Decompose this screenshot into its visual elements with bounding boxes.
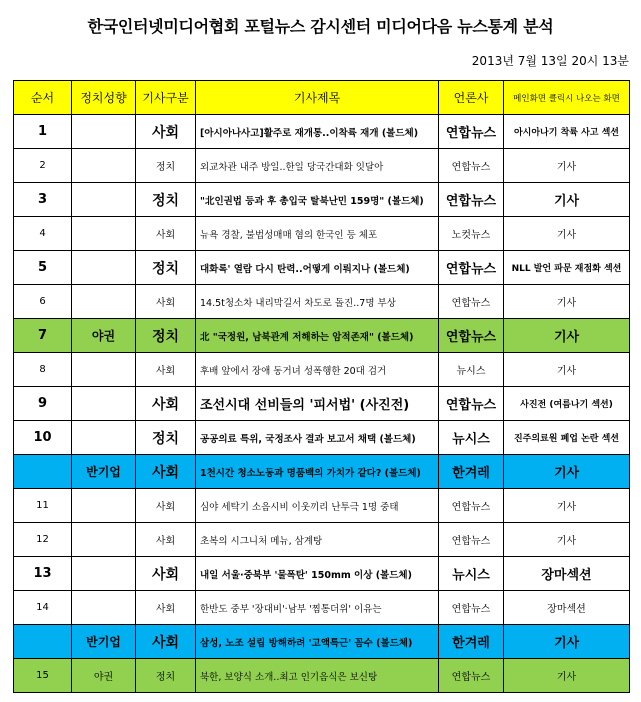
row-article-title: 초복의 시그니처 메뉴, 삼계탕 xyxy=(196,523,439,557)
row-article-title: 외교차관 내주 방일..한일 당국간대화 잇달아 xyxy=(196,149,439,183)
row-section: 아시아나기 착륙 사고 섹션 xyxy=(504,115,630,149)
row-article-title: 1천시간 청소노동과 명품백의 가치가 같다? (볼드체) xyxy=(196,455,439,489)
row-outlet: 연합뉴스 xyxy=(439,489,504,523)
row-category: 사회 xyxy=(136,625,196,659)
row-outlet: 연합뉴스 xyxy=(439,149,504,183)
row-number: 12 xyxy=(14,523,72,557)
row-article-title: 심야 세탁기 소음시비 이웃끼리 난투극 1명 중태 xyxy=(196,489,439,523)
row-section: 기사 xyxy=(504,217,630,251)
row-political: 야권 xyxy=(72,319,136,353)
row-number: 14 xyxy=(14,591,72,625)
row-section: 기사 xyxy=(504,659,630,693)
row-outlet: 연합뉴스 xyxy=(439,183,504,217)
header-section: 메인화면 클릭시 나오는 화면 xyxy=(504,81,630,115)
row-outlet: 연합뉴스 xyxy=(439,285,504,319)
row-number: 4 xyxy=(14,217,72,251)
table-row xyxy=(14,625,630,659)
row-article-title: 한반도 중부 '장대비'·남부 '찜통더위' 이유는 xyxy=(196,591,439,625)
table-row xyxy=(14,353,630,387)
table-header-row xyxy=(14,81,630,115)
table-row xyxy=(14,659,630,693)
table-row xyxy=(14,251,630,285)
row-category: 사회 xyxy=(136,523,196,557)
row-category: 사회 xyxy=(136,217,196,251)
row-number: 5 xyxy=(14,251,72,285)
row-category: 사회 xyxy=(136,489,196,523)
row-category: 사회 xyxy=(136,285,196,319)
row-political xyxy=(72,183,136,217)
row-outlet: 노컷뉴스 xyxy=(439,217,504,251)
row-number: 10 xyxy=(14,421,72,455)
row-number xyxy=(14,455,72,489)
row-number: 15 xyxy=(14,659,72,693)
row-article-title: "北인권법 등과 후 총입국 탈북난민 159명" (볼드체) xyxy=(196,183,439,217)
row-number: 3 xyxy=(14,183,72,217)
row-article-title: 뉴욕 경찰, 불법성매매 혐의 한국인 등 체포 xyxy=(196,217,439,251)
row-section: 기사 xyxy=(504,523,630,557)
row-section: 기사 xyxy=(504,285,630,319)
table-row xyxy=(14,421,630,455)
row-outlet: 뉴시스 xyxy=(439,353,504,387)
row-category: 정치 xyxy=(136,319,196,353)
table-row xyxy=(14,115,630,149)
row-number: 2 xyxy=(14,149,72,183)
row-section: 기사 xyxy=(504,353,630,387)
row-number: 7 xyxy=(14,319,72,353)
table-row xyxy=(14,523,630,557)
row-number: 8 xyxy=(14,353,72,387)
row-number: 9 xyxy=(14,387,72,421)
datestamp: 2013년 7월 13일 20시 13분 xyxy=(471,54,629,68)
row-outlet: 연합뉴스 xyxy=(439,659,504,693)
row-article-title: 대화록' 열람 다시 탄력..어떻게 이뤄지나 (볼드체) xyxy=(196,251,439,285)
row-category: 사회 xyxy=(136,115,196,149)
row-section: NLL 발언 파문 재점화 섹션 xyxy=(504,251,630,285)
row-category: 사회 xyxy=(136,387,196,421)
row-section: 사진전 (여름나기 섹션) xyxy=(504,387,630,421)
row-section: 기사 xyxy=(504,455,630,489)
row-article-title: 공공의료 특위, 국정조사 결과 보고서 채택 (볼드체) xyxy=(196,421,439,455)
row-political xyxy=(72,285,136,319)
row-section: 진주의료원 폐업 논란 섹션 xyxy=(504,421,630,455)
row-section: 기사 xyxy=(504,149,630,183)
row-political xyxy=(72,251,136,285)
row-category: 정치 xyxy=(136,659,196,693)
row-number: 1 xyxy=(14,115,72,149)
table-row xyxy=(14,387,630,421)
news-stats-table xyxy=(13,80,630,693)
row-article-title: 북한, 보양식 소개..최고 인기음식은 보신탕 xyxy=(196,659,439,693)
row-section: 장마섹션 xyxy=(504,591,630,625)
row-outlet: 연합뉴스 xyxy=(439,319,504,353)
row-category: 정치 xyxy=(136,149,196,183)
row-number: 13 xyxy=(14,557,72,591)
table-row xyxy=(14,557,630,591)
row-article-title: 조선시대 선비들의 '피서법' (사진전) xyxy=(196,387,439,421)
row-political xyxy=(72,387,136,421)
row-article-title: 후배 앞에서 장애 동거녀 성폭행한 20대 검거 xyxy=(196,353,439,387)
row-political xyxy=(72,489,136,523)
row-number: 6 xyxy=(14,285,72,319)
row-political: 반기업 xyxy=(72,455,136,489)
row-article-title: 北 "국정원, 남북관계 저해하는 암적존재" (볼드체) xyxy=(196,319,439,353)
row-political xyxy=(72,523,136,557)
row-political xyxy=(72,149,136,183)
row-outlet: 뉴시스 xyxy=(439,421,504,455)
row-political: 야권 xyxy=(72,659,136,693)
row-outlet: 연합뉴스 xyxy=(439,523,504,557)
row-category: 사회 xyxy=(136,455,196,489)
table-row xyxy=(14,183,630,217)
row-section: 기사 xyxy=(504,489,630,523)
header-category: 기사구분 xyxy=(136,81,196,115)
row-political xyxy=(72,115,136,149)
row-article-title: 삼성, 노조 설립 방해하려 '고액특근' 꼼수 (볼드체) xyxy=(196,625,439,659)
row-category: 정치 xyxy=(136,251,196,285)
table-row xyxy=(14,149,630,183)
row-number xyxy=(14,625,72,659)
table-row xyxy=(14,489,630,523)
header-num: 순서 xyxy=(14,81,72,115)
row-political xyxy=(72,353,136,387)
row-article-title: 14.5t청소차 내리막길서 차도로 돌진..7명 부상 xyxy=(196,285,439,319)
header-political: 정치성향 xyxy=(72,81,136,115)
row-category: 사회 xyxy=(136,591,196,625)
table-row xyxy=(14,319,630,353)
row-outlet: 연합뉴스 xyxy=(439,251,504,285)
header-article-title: 기사제목 xyxy=(196,81,439,115)
row-section: 장마섹션 xyxy=(504,557,630,591)
table-row xyxy=(14,217,630,251)
row-outlet: 연합뉴스 xyxy=(439,115,504,149)
table-row xyxy=(14,591,630,625)
row-section: 기사 xyxy=(504,183,630,217)
row-political: 반기업 xyxy=(72,625,136,659)
row-outlet: 뉴시스 xyxy=(439,557,504,591)
row-outlet: 연합뉴스 xyxy=(439,591,504,625)
row-political xyxy=(72,217,136,251)
row-number: 11 xyxy=(14,489,72,523)
row-section: 기사 xyxy=(504,625,630,659)
row-political xyxy=(72,591,136,625)
row-section: 기사 xyxy=(504,319,630,353)
row-category: 사회 xyxy=(136,557,196,591)
header-outlet: 언론사 xyxy=(439,81,504,115)
table-row xyxy=(14,455,630,489)
row-category: 사회 xyxy=(136,353,196,387)
row-outlet: 한겨레 xyxy=(439,455,504,489)
row-category: 정치 xyxy=(136,183,196,217)
row-political xyxy=(72,557,136,591)
row-article-title: [아시아나사고]활주로 재개통..이착륙 재개 (볼드체) xyxy=(196,115,439,149)
page-title: 한국인터넷미디어협회 포털뉴스 감시센터 미디어다음 뉴스통계 분석 xyxy=(87,17,554,36)
row-category: 정치 xyxy=(136,421,196,455)
table-row xyxy=(14,285,630,319)
row-political xyxy=(72,421,136,455)
row-article-title: 내일 서울·중북부 '물폭탄' 150mm 이상 (볼드체) xyxy=(196,557,439,591)
row-outlet: 한겨레 xyxy=(439,625,504,659)
row-outlet: 연합뉴스 xyxy=(439,387,504,421)
